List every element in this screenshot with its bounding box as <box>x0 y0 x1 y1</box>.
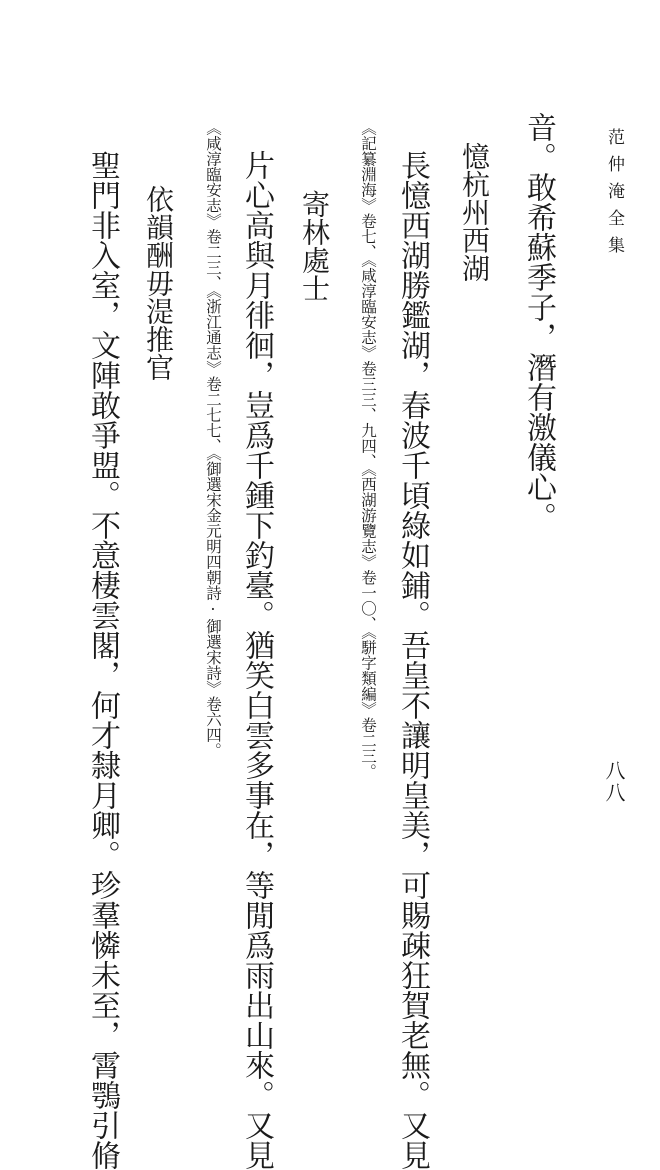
poem-title-yi-hangzhou-xihu: 憶杭州西湖 <box>458 142 491 282</box>
source-note-2: 《咸淳臨安志》卷二三、《浙江通志》卷二七七、《御選宋金元明四朝詩·御選宋詩》卷六四。 <box>204 120 222 758</box>
text-column-1: 音。敢希蘇季子，潛有激儀心。 <box>521 112 556 532</box>
text-column-9: 聖門非入室，文陣敢爭盟。不意棲雲閣，何才隸月卿。珍羣憐未至，霄鶚引脩 <box>85 150 120 1170</box>
text-column-3: 長憶西湖勝鑑湖，春波千頃綠如鋪。吾皇不讓明皇美，可賜疎狂賀老無。又見 <box>395 150 430 1170</box>
book-title: 范仲淹全集 <box>604 128 624 263</box>
source-note-1: 《記纂淵海》卷七、《咸淳臨安志》卷三三、九四、《西湖游覽志》卷一〇、《駢字類編》卷二三。 <box>359 120 377 779</box>
page-number: 八八 <box>602 760 626 804</box>
poem-title-ji-lin-chushi: 寄林處士 <box>298 190 331 302</box>
poem-title-yiyun: 依韻酬毋湜推官 <box>142 185 175 381</box>
text-column-6: 片心高與月徘徊，豈爲千鍾下釣臺。猶笑白雲多事在，等閒爲雨出山來。又見 <box>239 150 274 1170</box>
